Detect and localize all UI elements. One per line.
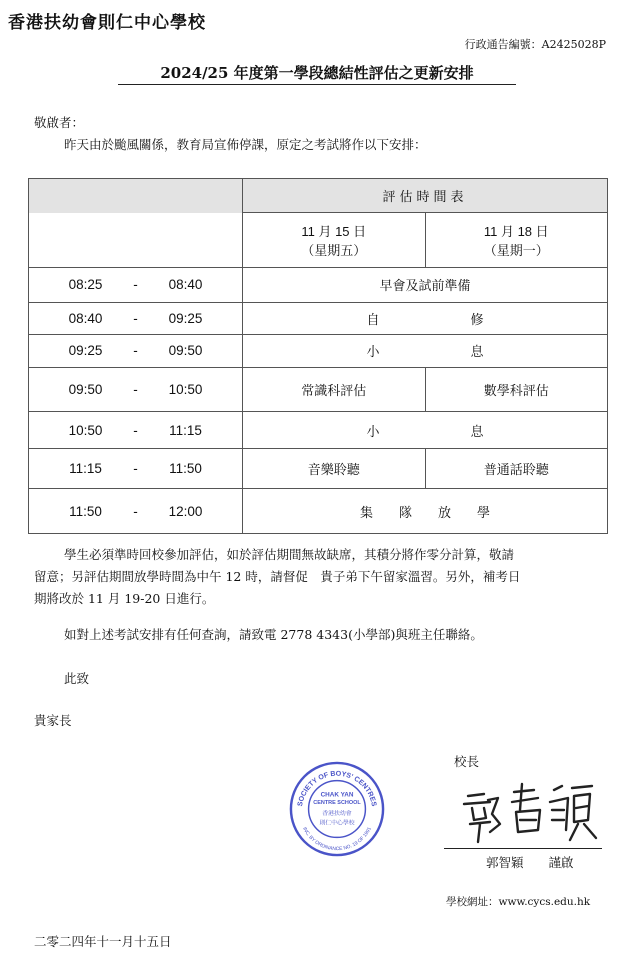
schedule-table bbox=[28, 178, 608, 534]
seal-bottom-text: INC. BY ORDINANCE NO. 19 OF 1991 bbox=[301, 826, 373, 853]
table-row bbox=[29, 412, 608, 449]
time-dash: - bbox=[133, 277, 138, 293]
table-row bbox=[29, 448, 608, 489]
time-end: 08:40 bbox=[168, 277, 203, 293]
time-end: 11:50 bbox=[169, 461, 202, 477]
activity-cell: 自 修 bbox=[243, 302, 608, 334]
principal-name: 郭智穎 謹啟 bbox=[486, 855, 574, 870]
body-paragraph-line: 學生必須準時回校參加評估，如於評估期間無故缺席，其積分將作零分計算，敬請 bbox=[64, 547, 515, 562]
table-row bbox=[29, 335, 608, 367]
time-start: 09:25 bbox=[68, 343, 103, 359]
day-date: 11 月 15 日 bbox=[301, 224, 367, 240]
principal-signature bbox=[450, 780, 598, 846]
time-dash: - bbox=[133, 503, 138, 519]
time-cell bbox=[29, 489, 243, 534]
time-cell bbox=[29, 412, 243, 449]
table-row bbox=[29, 367, 608, 412]
table-heading: 評估時間表 bbox=[243, 179, 608, 213]
time-dash: - bbox=[133, 381, 138, 397]
table-date-row bbox=[29, 213, 608, 268]
subject-cell: 普通話聆聽 bbox=[425, 448, 608, 489]
school-name: 香港扶幼會則仁中心學校 bbox=[8, 13, 206, 33]
time-start: 09:50 bbox=[68, 381, 103, 397]
activity-cell: 早會及試前準備 bbox=[243, 268, 608, 302]
school-website: 學校網址：www.cycs.edu.hk bbox=[446, 896, 591, 908]
time-end: 09:25 bbox=[168, 310, 203, 326]
day-header bbox=[425, 213, 608, 268]
seal-school-cn-2: 則仁中心學校 bbox=[319, 820, 355, 827]
time-start: 08:25 bbox=[68, 277, 103, 293]
enquiry-paragraph: 如對上述考試安排有任何查詢，請致電 2778 4343(小學部)與班主任聯絡。 bbox=[64, 627, 483, 642]
time-dash: - bbox=[133, 461, 138, 477]
time-cell bbox=[29, 448, 243, 489]
signature-line bbox=[444, 848, 602, 849]
table-corner-cell-lower bbox=[29, 213, 243, 268]
day-weekday: （星期一） bbox=[483, 244, 549, 260]
activity-cell: 集 隊 放 學 bbox=[243, 489, 608, 534]
time-start: 10:50 bbox=[68, 422, 103, 438]
subject-cell: 數學科評估 bbox=[425, 367, 608, 412]
title-underline bbox=[118, 84, 516, 85]
intro-paragraph: 昨天由於颱風關係，教育局宣佈停課，原定之考試將作以下安排： bbox=[64, 137, 427, 152]
time-dash: - bbox=[133, 343, 138, 359]
seal-school-en-1: CHAK YAN bbox=[320, 791, 354, 799]
time-dash: - bbox=[133, 310, 138, 326]
body-paragraph-line: 期將改於 11 月 19-20 日進行。 bbox=[34, 591, 215, 606]
time-cell bbox=[29, 367, 243, 412]
day-weekday: （星期五） bbox=[301, 244, 367, 260]
principal-title: 校長 bbox=[454, 754, 480, 769]
body-paragraph-line: 留意；另評估期間放學時間為中午 12 時，請督促 貴子弟下午留家溫習。另外，補考日 bbox=[34, 569, 521, 584]
recipient: 貴家長 bbox=[34, 713, 72, 728]
closing-phrase: 此致 bbox=[64, 671, 90, 686]
seal-school-en-2: CENTRE SCHOOL bbox=[313, 800, 361, 807]
time-end: 12:00 bbox=[168, 503, 203, 519]
salutation: 敬啟者： bbox=[34, 115, 85, 130]
time-start: 11:15 bbox=[69, 461, 102, 477]
activity-cell: 小 息 bbox=[243, 335, 608, 367]
seal-ring-text: SOCIETY OF BOYS' CENTRES bbox=[297, 770, 377, 807]
issue-date: 二零二四年十一月十五日 bbox=[34, 934, 172, 949]
day-date: 11 月 18 日 bbox=[483, 224, 549, 240]
subject-cell: 常識科評估 bbox=[243, 367, 426, 412]
notice-number: 行政通告編號：A2425028P bbox=[464, 38, 606, 51]
table-row bbox=[29, 302, 608, 334]
table-row bbox=[29, 489, 608, 534]
time-dash: - bbox=[133, 422, 138, 438]
time-cell bbox=[29, 335, 243, 367]
table-header-row bbox=[29, 179, 608, 213]
document-title: 2024/25 年度第一學段總結性評估之更新安排 bbox=[160, 64, 474, 82]
school-seal bbox=[288, 760, 386, 858]
seal-school-cn-1: 香港扶幼會 bbox=[322, 810, 352, 817]
time-start: 08:40 bbox=[68, 310, 103, 326]
day-header bbox=[243, 213, 426, 268]
time-cell bbox=[29, 302, 243, 334]
time-end: 09:50 bbox=[168, 343, 203, 359]
table-corner-cell bbox=[29, 179, 243, 213]
time-end: 11:15 bbox=[169, 422, 202, 438]
time-start: 11:50 bbox=[69, 503, 102, 519]
time-cell bbox=[29, 268, 243, 302]
activity-cell: 小 息 bbox=[243, 412, 608, 449]
table-row bbox=[29, 268, 608, 302]
time-end: 10:50 bbox=[168, 381, 203, 397]
subject-cell: 音樂聆聽 bbox=[243, 448, 426, 489]
